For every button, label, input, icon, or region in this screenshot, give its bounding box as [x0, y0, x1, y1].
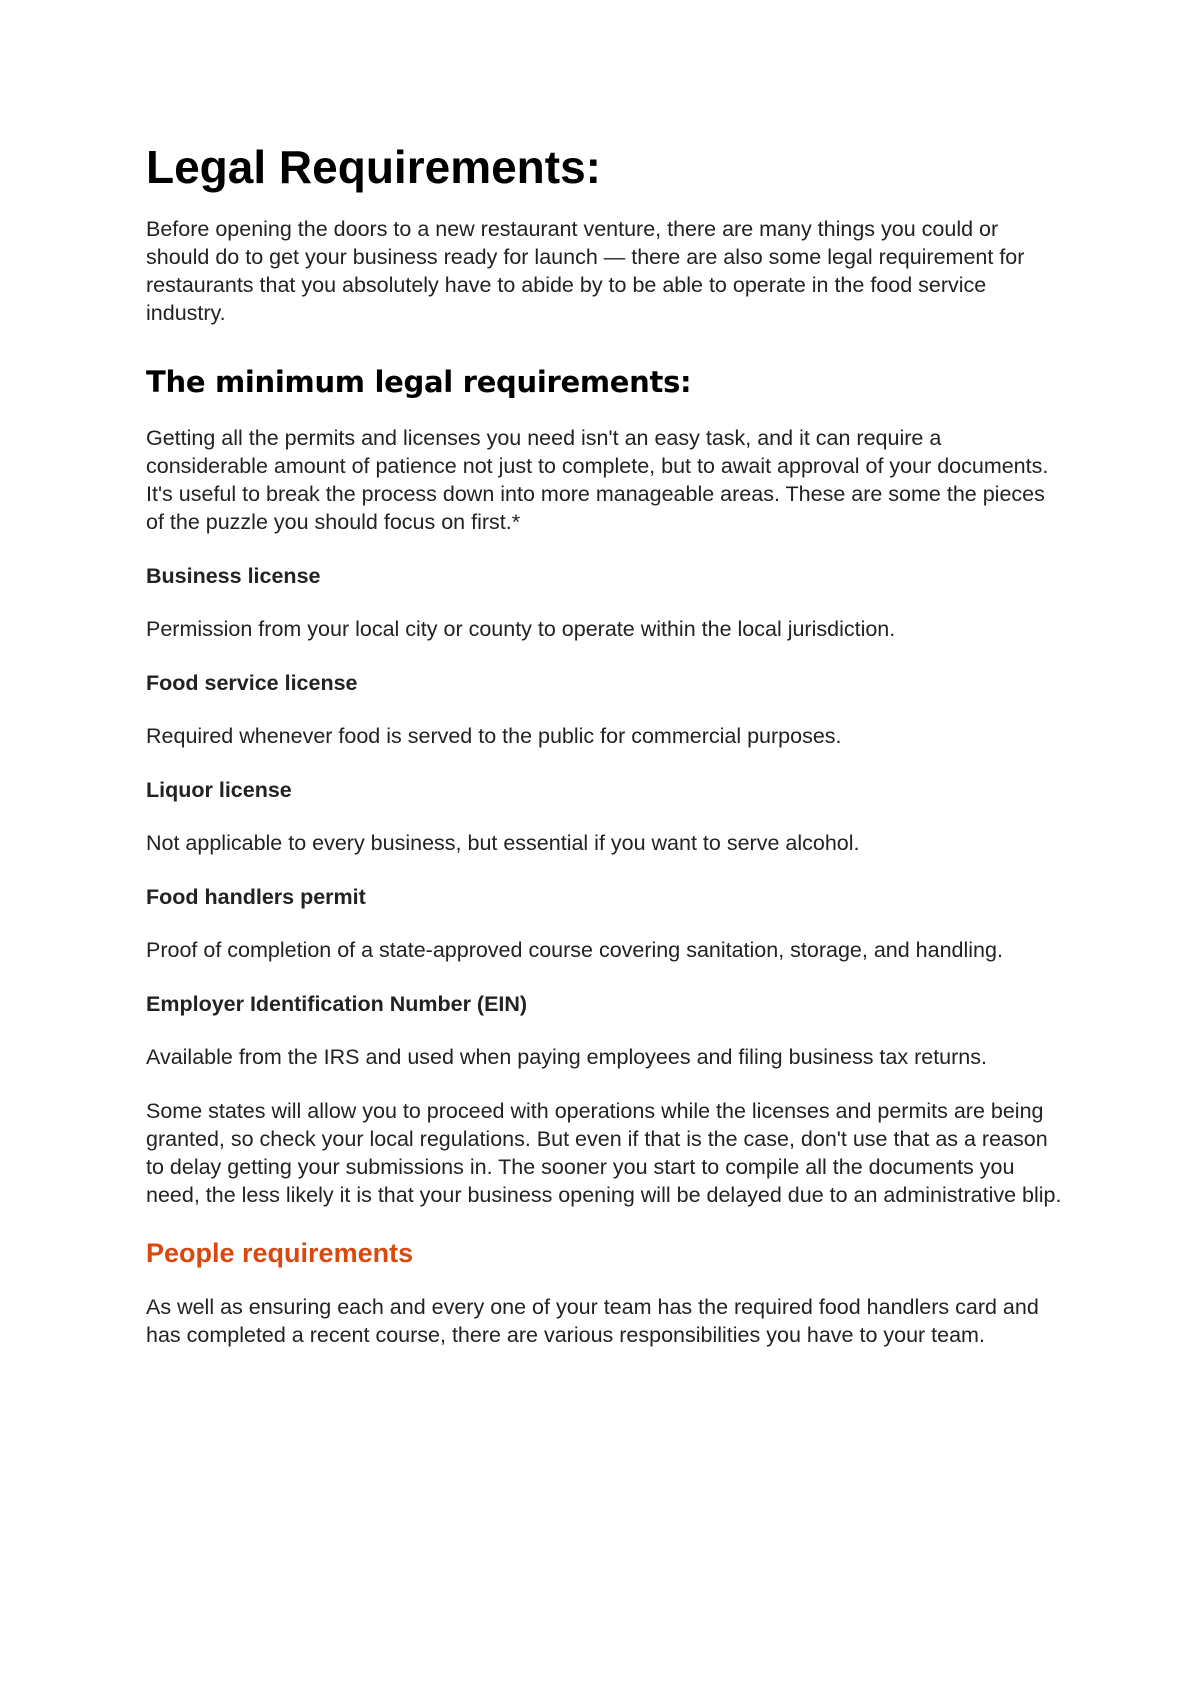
item-heading-ein: Employer Identification Number (EIN) — [146, 991, 528, 1016]
minimum-requirements-heading: The minimum legal requirements: — [146, 365, 692, 400]
item-description-food-handlers-permit: Proof of completion of a state-approved course covering sanitation, storage, and handling. — [146, 937, 1003, 962]
document-title: Legal Requirements: — [146, 141, 601, 193]
intro-paragraph: Before opening the doors to a new restaurant venture, there are many things you could or should do to get your business ready for launch — there are also some legal requirement for restaurants that you absolutely have to abide by to be able to operate in the food service industry. — [146, 217, 1025, 326]
item-description-ein: Available from the IRS and used when paying employees and filing business tax returns. — [146, 1044, 987, 1069]
item-heading-food-handlers-permit: Food handlers permit — [146, 884, 366, 909]
item-heading-food-service-license: Food service license — [146, 670, 358, 695]
minimum-requirements-paragraph: Getting all the permits and licenses you need isn't an easy task, and it can require a considerable amount of patience not just to complete, but to await approval of your documents. It's useful to break the process down into more manageable areas. These are some the pieces of the puzzle you should focus on first.* — [146, 425, 1049, 534]
closing-paragraph: Some states will allow you to proceed with operations while the licenses and permits are being granted, so check your local regulations. But even if that is the case, don't use that as a reason to delay getting your submissions in. The sooner you start to compile all the documents you need, the less likely it is that your business opening will be delayed due to an administrative blip. — [146, 1098, 1062, 1207]
item-description-liquor-license: Not applicable to every business, but essential if you want to serve alcohol. — [146, 830, 860, 855]
item-description-food-service-license: Required whenever food is served to the public for commercial purposes. — [146, 723, 842, 748]
document-page — [146, 140, 1066, 1349]
item-description-business-license: Permission from your local city or county to operate within the local jurisdiction. — [146, 616, 896, 641]
people-requirements-paragraph: As well as ensuring each and every one of your team has the required food handlers card and has completed a recent course, there are various responsibilities you have to your team. — [146, 1295, 1039, 1348]
item-heading-business-license: Business license — [146, 563, 321, 588]
people-requirements-heading: People requirements — [146, 1237, 414, 1268]
item-heading-liquor-license: Liquor license — [146, 777, 292, 802]
